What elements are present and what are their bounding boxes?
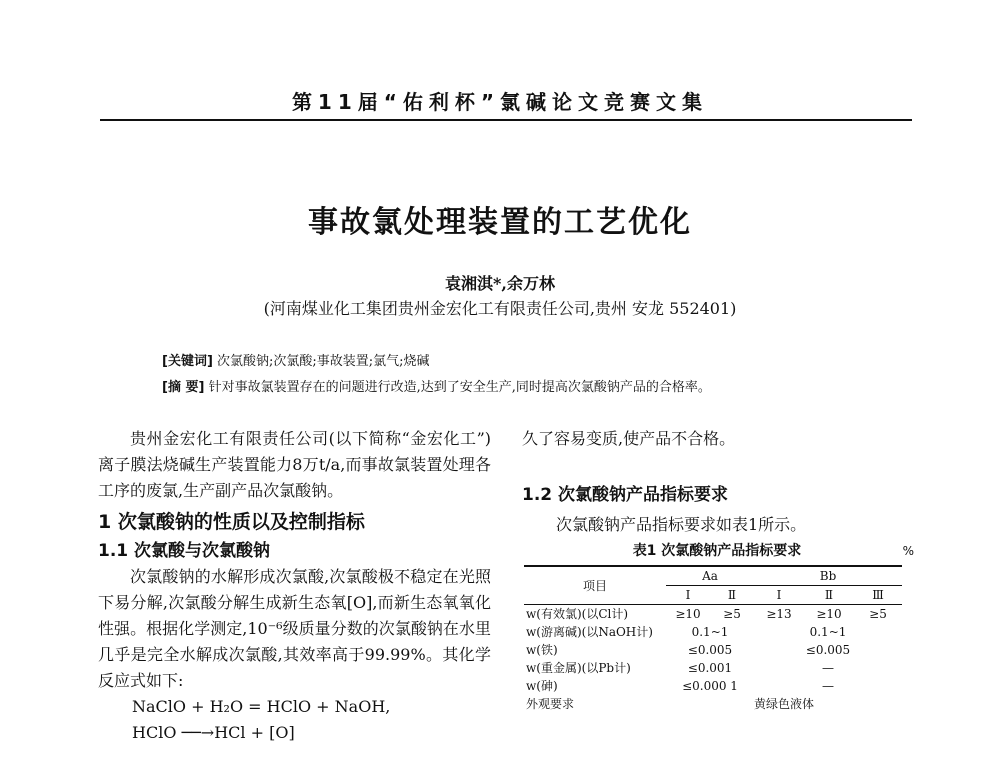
spec-table xyxy=(524,565,902,713)
table-cell: ≥5 xyxy=(869,607,887,621)
table-cell: ≥5 xyxy=(723,607,741,621)
header-rule xyxy=(100,119,912,121)
journal-header: 第11届“佑利杯”氯碱论文竞赛文集 xyxy=(291,90,709,114)
table-group-a: Aa xyxy=(666,566,754,586)
abstract-text: 针对事故氯装置存在的问题进行改造,达到了安全生产,同时提高次氯酸钠产品的合格率。 xyxy=(208,380,711,395)
table-cell-name: w(铁) xyxy=(526,643,558,657)
table-cell-name: w(游离碱)(以NaOH计) xyxy=(526,625,653,639)
table-cell: ≥10 xyxy=(816,607,842,621)
table-cell-name: w(砷) xyxy=(526,679,558,693)
table-cell: ≤0.005 xyxy=(805,643,851,657)
table-sub-b1: Ⅰ xyxy=(754,586,804,605)
table-unit: % xyxy=(902,544,914,558)
table-cell: ≥10 xyxy=(675,607,701,621)
authors: 袁湘淇*,余万林 xyxy=(445,274,555,293)
table-row xyxy=(524,677,902,695)
table-cell-name: w(有效氯)(以Cl计) xyxy=(526,607,629,621)
table-cell: ≥13 xyxy=(766,607,792,621)
table-caption-text: 表1 次氯酸钠产品指标要求 xyxy=(632,543,802,559)
continuation-text: 久了容易变质,使产品不合格。 xyxy=(522,429,736,448)
table-cell: — xyxy=(822,679,834,693)
table-cell-name: 外观要求 xyxy=(526,697,575,711)
table-cell: ≤0.001 xyxy=(687,661,733,675)
paper-title: 事故氯处理装置的工艺优化 xyxy=(308,205,692,240)
table-row xyxy=(524,623,902,641)
table-sub-a1: Ⅰ xyxy=(666,586,710,605)
affiliation: (河南煤业化工集团贵州金宏化工有限责任公司,贵州 安龙 552401) xyxy=(263,299,737,318)
equation-1: NaClO + H₂O = HClO + NaOH, xyxy=(132,697,391,716)
table-cell: 黄绿色液体 xyxy=(753,697,814,711)
right-column xyxy=(522,426,912,713)
section-1-1-heading: 1.1 次氯酸与次氯酸钠 xyxy=(98,541,271,561)
left-column xyxy=(98,426,491,746)
table-cell: — xyxy=(822,661,834,675)
equation-2: HClO ──→HCl + [O] xyxy=(132,723,295,742)
table-sub-b2: Ⅱ xyxy=(804,586,854,605)
table-caption xyxy=(522,541,912,561)
table-cell: ≤0.000 1 xyxy=(682,679,738,693)
section-1-heading: 1 次氯酸钠的性质以及控制指标 xyxy=(98,511,365,533)
abstract-label: [摘 要] xyxy=(162,380,205,395)
keywords-text: 次氯酸钠;次氯酸;事故装置;氯气;烧碱 xyxy=(217,354,430,369)
table-group-b: Bb xyxy=(754,566,902,586)
abstract-line xyxy=(162,376,711,395)
table-sub-a2: Ⅱ xyxy=(710,586,754,605)
table-sub-b3: Ⅲ xyxy=(854,586,902,605)
table-intro: 次氯酸钠产品指标要求如表1所示。 xyxy=(556,515,807,534)
table-cell: ≤0.005 xyxy=(687,643,733,657)
keywords-label: [关键词] xyxy=(162,354,213,369)
table-row xyxy=(524,605,902,624)
table-row xyxy=(524,659,902,677)
table-row xyxy=(524,695,902,713)
keywords-line xyxy=(162,350,430,369)
intro-paragraph: 贵州金宏化工有限责任公司(以下简称“金宏化工”)离子膜法烧碱生产装置能力8万t/a,而事故氯装置处理各工序的废氯,生产副产品次氯酸钠。 xyxy=(98,429,491,500)
section-1-2-heading: 1.2 次氯酸钠产品指标要求 xyxy=(522,485,729,505)
table-cell: 0.1~1 xyxy=(691,625,729,639)
hydrolysis-paragraph: 次氯酸钠的水解形成次氯酸,次氯酸极不稳定在光照下易分解,次氯酸分解生成新生态氧[O],而新生态氧氧化性强。根据化学测定,10⁻⁶级质量分数的次氯酸钠在水里几乎是完全水解成次氯酸,其效率高于99.99%。其化学反应式如下: xyxy=(98,567,491,690)
table-row xyxy=(524,641,902,659)
table-cell: 0.1~1 xyxy=(809,625,847,639)
table-item-header: 项目 xyxy=(524,566,666,605)
table-cell-name: w(重金属)(以Pb计) xyxy=(526,661,631,675)
